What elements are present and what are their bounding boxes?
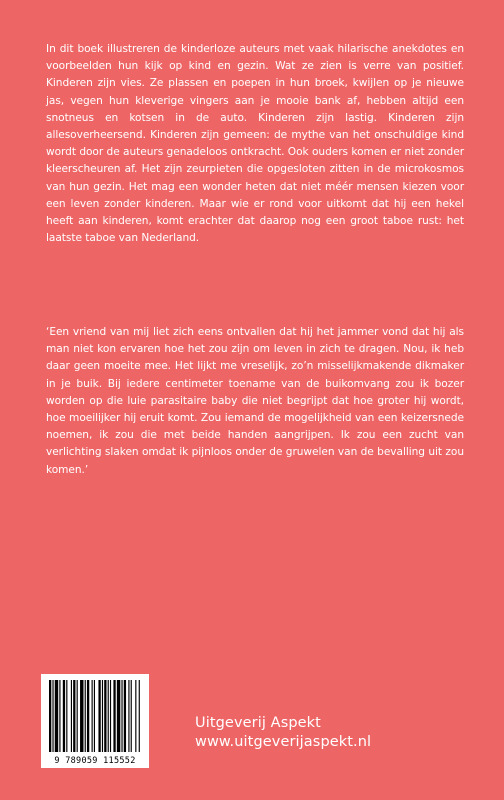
barcode-bar — [108, 680, 109, 752]
publisher-url: www.uitgeverijaspekt.nl — [195, 734, 372, 750]
barcode-bar — [49, 680, 51, 752]
barcode-bar — [87, 680, 89, 752]
quote-paragraph-2: ‘Een vriend van mij liet zich eens ontvallen dat hij het jammer vond dat hij als man niet kon ervaren hoe het zou zijn om leven in zich te dragen. Nou, ik heb daar geen moeite mee. Het lijkt me vreselijk, zo’n misselijkmakende dikmaker in je buik. Bij iedere centimeter toename van de buikomvang zou ik bozer worden op die luie parasitaire baby die niet begrijpt dat hoe groter hij wordt, hoe moeilijker hij eruit komt. Zou iemand de mogelijkheid van een keizersnede noemen, ik zou die met beide handen aangrijpen. Ik zou een zucht van verlichting slaken omdat ik pijnloos onder de gruwelen van de bevalling uit zou komen.’ — [46, 326, 464, 476]
barcode-bar — [139, 680, 140, 752]
barcode-bar — [94, 680, 95, 752]
barcode-bar — [121, 680, 122, 752]
blurb-paragraph-1: In dit boek illustreren de kinderloze auteurs met vaak hilarische anekdotes en voorbeelden hun kijk op kind en gezin. Wat ze zien is verre van positief. Kinderen zijn vies. Ze plassen en poepen in hun broek, kwijlen op je nieuwe jas, vegen hun kleverige vingers aan je mooie bank af, hebben altijd een snotneus en kotsen in de auto. Kinderen zijn lastig. Kinderen zijn allesoverheersend. Kinderen zijn gemeen: de mythe van het onschuldige kind wordt door de auteurs genadeloos ontkracht. Ook ouders komen er niet zonder kleerscheuren af. Het zijn zeurpieten die opgesloten zitten in de microkosmos van hun gezin. Het mag een wonder heten dat niet méér mensen kiezen voor een leven zonder kinderen. Maar wie er rond voor uitkomt dat hij een hekel heeft aan kinderen, komt erachter dat daarop nog een groot taboe rust: het laatste taboe van Nederland. — [46, 43, 464, 245]
barcode-bar — [135, 680, 136, 752]
barcode-bar — [104, 680, 106, 752]
barcode-bar — [113, 680, 115, 752]
barcode-bar — [66, 680, 67, 752]
barcode-bar — [102, 680, 103, 752]
barcode-bar — [80, 680, 83, 752]
publisher-block — [195, 714, 371, 752]
barcode-bar — [73, 680, 75, 752]
barcode-bar — [85, 680, 86, 752]
barcode-bar — [52, 680, 53, 752]
barcode-bar — [92, 680, 93, 752]
barcode-bar — [63, 680, 65, 752]
barcode-bars — [41, 674, 149, 756]
barcode-bar — [55, 680, 58, 752]
isbn-number: 9 789059 115552 — [54, 756, 136, 766]
barcode-bar — [77, 680, 78, 752]
publisher-name: Uitgeverij Aspekt — [195, 715, 321, 731]
barcode-bar — [117, 680, 120, 752]
barcode-bar — [71, 680, 72, 752]
barcode-bar — [128, 680, 129, 752]
barcode-bar — [59, 680, 60, 752]
barcode-bar — [110, 680, 111, 752]
barcode-bar — [98, 680, 100, 752]
barcode-bar — [131, 680, 132, 752]
barcode-bar — [124, 680, 126, 752]
isbn-barcode — [41, 674, 149, 768]
